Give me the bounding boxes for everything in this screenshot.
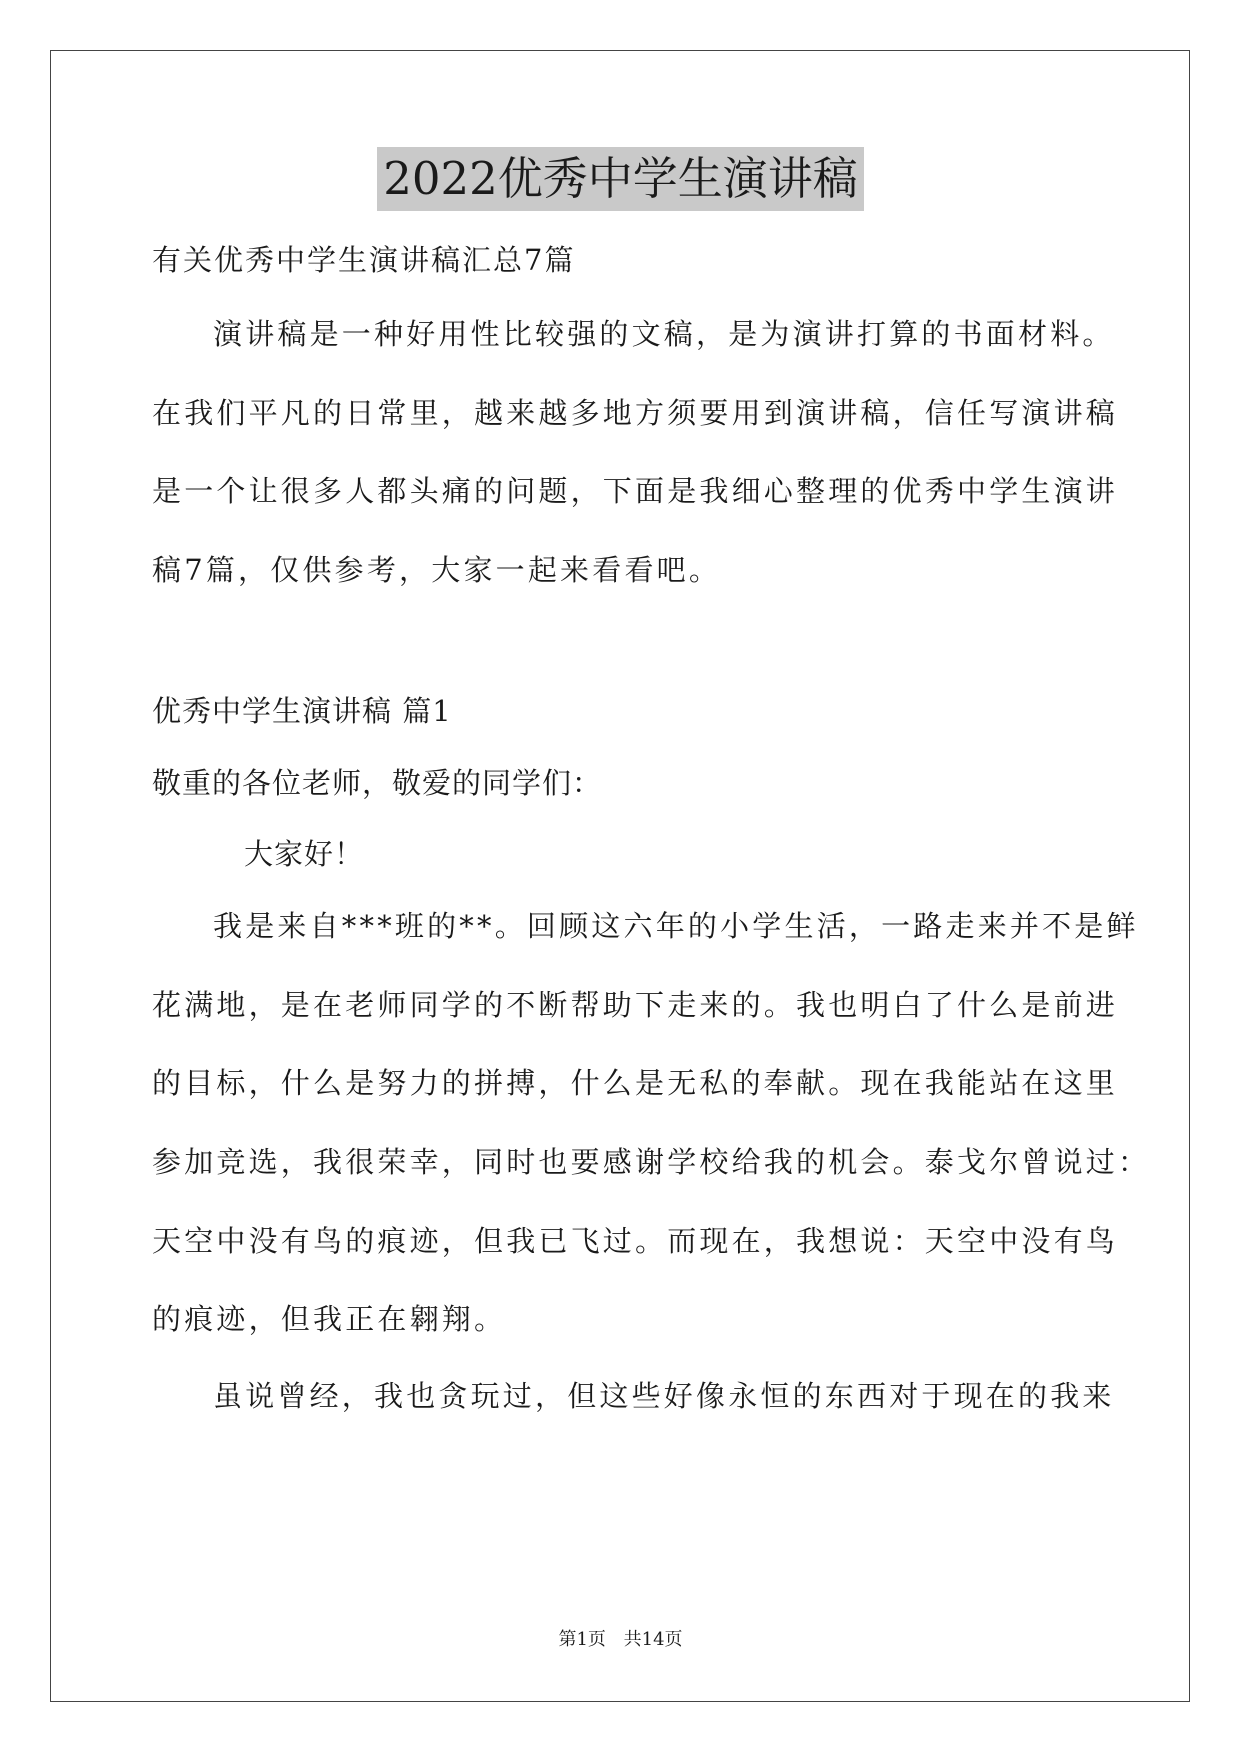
body-line-1: 我是来自***班的**。回顾这六年的小学生活，一路走来并不是鲜: [213, 909, 1139, 943]
body-line-4: 参加竞选，我很荣幸，同时也要感谢学校给我的机会。泰戈尔曾说过：: [152, 1145, 1151, 1179]
intro-line-3: 是一个让很多人都头痛的问题，下面是我细心整理的优秀中学生演讲: [152, 474, 1119, 508]
section-heading: 优秀中学生演讲稿 篇1: [152, 694, 452, 728]
greeting: 大家好！: [244, 837, 365, 871]
body-line-7: 虽说曾经，我也贪玩过，但这些好像永恒的东西对于现在的我来: [213, 1379, 1115, 1413]
page-border: [50, 50, 1190, 1702]
body-line-2: 花满地，是在老师同学的不断帮助下走来的。我也明白了什么是前进: [152, 988, 1119, 1022]
title-container: [0, 147, 1241, 211]
intro-line-2: 在我们平凡的日常里，越来越多地方须要用到演讲稿，信任写演讲稿: [152, 396, 1119, 430]
body-line-5: 天空中没有鸟的痕迹，但我已飞过。而现在，我想说：天空中没有鸟: [152, 1224, 1119, 1258]
page-total: 共14页: [623, 1629, 683, 1650]
page-footer: [0, 1628, 1241, 1652]
intro-line-4: 稿7篇，仅供参考，大家一起来看看吧。: [152, 553, 722, 587]
intro-line-1: 演讲稿是一种好用性比较强的文稿，是为演讲打算的书面材料。: [213, 317, 1115, 351]
document-subtitle: 有关优秀中学生演讲稿汇总7篇: [152, 243, 576, 277]
body-line-3: 的目标，什么是努力的拼搏，什么是无私的奉献。现在我能站在这里: [152, 1066, 1119, 1100]
body-line-6: 的痕迹，但我正在翱翔。: [152, 1302, 507, 1336]
salutation: 敬重的各位老师，敬爱的同学们：: [152, 766, 603, 800]
page-number: 第1页: [558, 1629, 606, 1650]
document-title: 2022优秀中学生演讲稿: [377, 147, 864, 211]
